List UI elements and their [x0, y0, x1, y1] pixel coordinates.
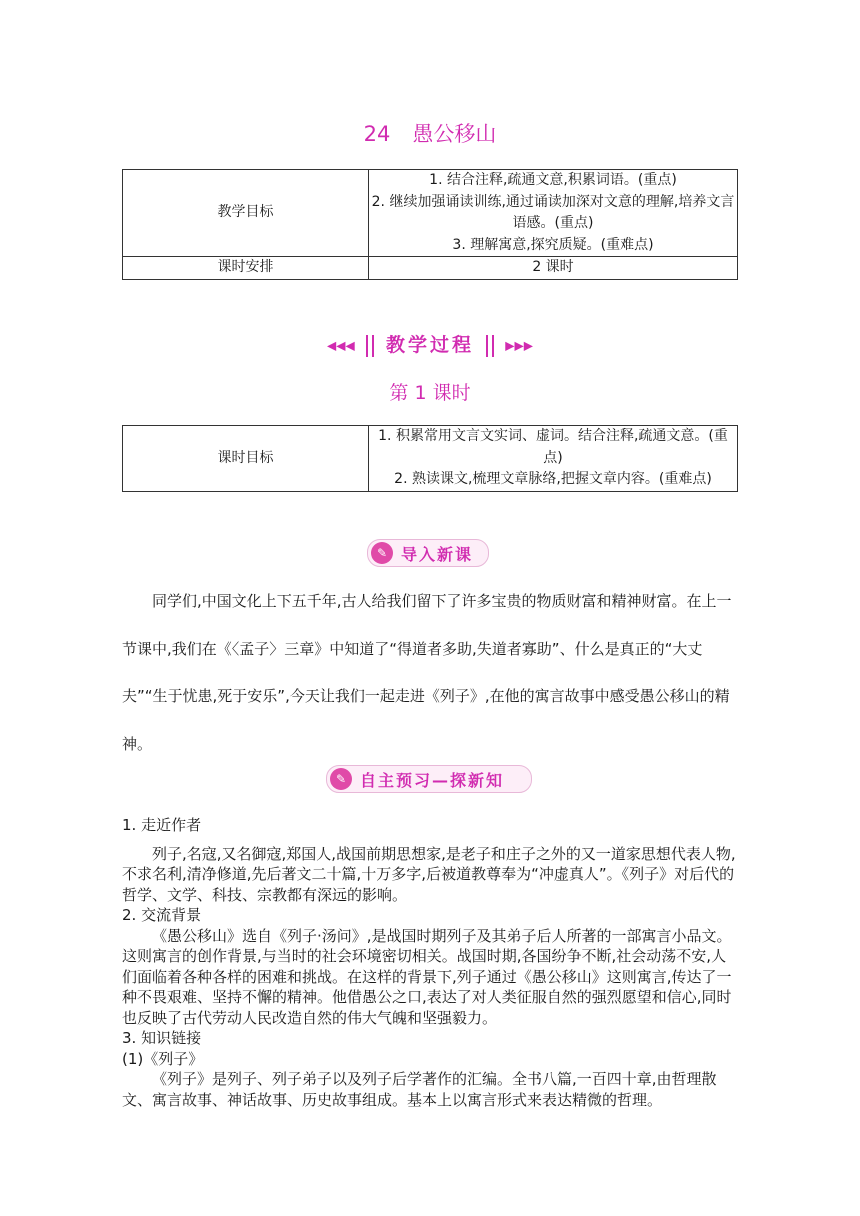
subheading: 2. 交流背景 [122, 906, 202, 924]
book-icon: ✎ [371, 542, 393, 564]
goal-item: 1. 结合注释,疏通文意,积累词语。(重点) [429, 172, 677, 188]
intro-paragraph: 同学们,中国文化上下五千年,古人给我们留下了许多宝贵的物质财富和精神财富。在上一节课中,我们在《〈孟子〉三章》中知道了“得道者多助,失道者寡助”、什么是真正的“大丈夫”“生于忧患,死于安乐”,今天让我们一起走进《列子》,在他的寓言故事中感受愚公移山的精神。 [122, 592, 732, 753]
section-heading-preview [326, 765, 532, 793]
left-arrows-icon: ◀◀◀ [327, 338, 355, 353]
goal-item: 1. 积累常用文言文实词、虚词。结合注释,疏通文意。(重点) [378, 428, 728, 466]
page-title [0, 118, 860, 148]
lesson-goals-table [122, 425, 738, 492]
section-heading-intro [367, 539, 489, 567]
divider [486, 335, 488, 357]
paragraph: 列子,名寇,又名御寇,郑国人,战国前期思想家,是老子和庄子之外的又一道家思想代表人物,不求名利,清净修道,先后著文二十篇,十万多字,后被道教尊奉为“冲虚真人”。《列子》对后代的哲学、文学、科技、宗教都有深远的影响。 [122, 844, 736, 904]
section-title: 导入新课 [401, 544, 474, 564]
lesson-number: 24 [363, 122, 391, 146]
goals-cell [369, 426, 738, 492]
section-banner [0, 330, 860, 357]
subheading: (1)《列子》 [122, 1049, 204, 1068]
divider [372, 335, 374, 357]
right-arrows-icon: ▶▶▶ [505, 338, 533, 353]
divider [366, 335, 368, 357]
goals-cell [369, 170, 738, 257]
lesson-title: 第 1 课时 [389, 382, 471, 404]
table-row [123, 170, 738, 257]
goal-item: 2. 继续加强诵读训练,通过诵读加深对文意的理解,培养文言语感。(重点) [371, 193, 735, 231]
subheading: 1. 走近作者 [122, 816, 202, 834]
goal-item: 3. 理解寓意,探究质疑。(重难点) [452, 236, 654, 253]
goal-item: 2. 熟读课文,梳理文章脉络,把握文章内容。(重难点) [394, 471, 712, 487]
row-label: 课时安排 [123, 257, 369, 280]
paragraph: 《列子》是列子、列子弟子以及列子后学著作的汇编。全书八篇,一百四十章,由哲理散文、寓言故事、神话故事、历史故事组成。基本上以寓言形式来表达精微的哲理。 [122, 1070, 717, 1109]
content-body [122, 815, 738, 1110]
table-row [123, 257, 738, 280]
section-title: 自主预习—探新知 [360, 770, 505, 790]
row-label: 课时目标 [123, 426, 369, 492]
table-row [123, 426, 738, 492]
banner-text: 教学过程 [385, 334, 474, 356]
divider [492, 335, 494, 357]
row-label: 教学目标 [123, 170, 369, 257]
row-value: 2 课时 [369, 257, 738, 280]
spacer [122, 836, 738, 844]
paragraph: 《愚公移山》选自《列子·汤问》,是战国时期列子及其弟子后人所著的一部寓言小品文。这则寓言的创作背景,与当时的社会环境密切相关。战国时期,各国纷争不断,社会动荡不安,人们面临着各种各样的困难和挑战。在这样的背景下,列子通过《愚公移山》这则寓言,传达了一种不畏艰难、坚持不懈的精神。他借愚公之口,表达了对人类征服自然的强烈愿望和信心,同时也反映了古代劳动人民改造自然的伟大气魄和坚强毅力。 [122, 926, 732, 1027]
book-icon: ✎ [330, 768, 352, 790]
lesson-name: 愚公移山 [412, 122, 497, 146]
goals-table [122, 169, 738, 280]
subheading: 3. 知识链接 [122, 1029, 202, 1047]
